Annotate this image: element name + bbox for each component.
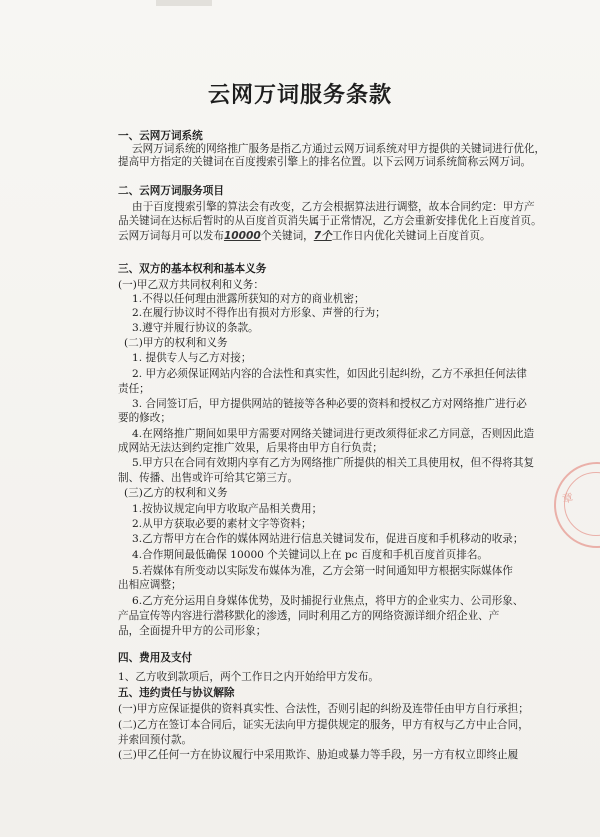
contract-line: 二、云网万词服务项目 [118,185,224,197]
contract-line: 云网万词系统的网络推广服务是指乙方通过云网万词系统对甲方提供的关键词进行优化， [132,143,546,155]
line-text: 工作日内优化关键词上百度首页。 [331,230,491,242]
handwritten-count: 10000 [223,230,261,242]
contract-line: 1. 提供专人与乙方对接； [132,352,252,364]
contract-line: 制、传播、出售或许可给其它第三方。 [118,472,299,484]
red-seal-stamp [554,462,600,548]
contract-line: 产品宣传等内容进行潜移默化的渗透，同时利用乙方的网络资源详细介绍企业、产 [118,610,500,622]
contract-line: 要的修改； [118,412,171,424]
contract-line: 成网站无法达到约定推广效果，后果将由甲方自行负责； [118,442,383,454]
contract-line: 提高甲方指定的关键词在百度搜索引擎上的排名位置。以下云网万词系统简称云网万词。 [118,156,532,168]
handwritten-days: 7个 [313,230,332,242]
document-title: 云网万词服务条款 [207,82,392,108]
contract-line: (三)乙方的权利和义务 [124,487,228,499]
contract-line: (二)乙方在签订本合同后，证实无法向甲方提供规定的服务，甲方有权与乙方中止合同， [118,719,529,731]
contract-line: 4.合作期间最低确保 10000 个关键词以上在 pc 百度和手机百度首页排名。 [132,549,489,561]
contract-line: 1.按协议规定向甲方收取产品相关费用； [132,503,323,515]
contract-line: 5.甲方只在合同有效期内享有乙方为网络推广所提供的相关工具使用权，但不得将其复 [132,457,535,469]
contract-line: 出相应调整； [118,579,182,591]
contract-line [118,230,491,242]
contract-line: 4.在网络推广期间如果甲方需要对网络关键词进行更改须得征求乙方同意，否则因此造 [132,428,535,440]
contract-line: 一、云网万词系统 [118,130,203,142]
contract-line: 由于百度搜索引擎的算法会有改变，乙方会根据算法进行调整，故本合同约定：甲方产 [132,201,535,213]
contract-line: 2. 甲方必须保证网站内容的合法性和真实性，如因此引起纠纷，乙方不承担任何法律 [132,368,527,380]
contract-line: 三、双方的基本权利和基本义务 [118,263,267,275]
line-text: 云网万词每月可以发布 [118,230,224,242]
contract-line: 2.从甲方获取必要的素材文字等资料； [132,518,312,530]
contract-line: (一)甲方应保证提供的资料真实性、合法性，否则引起的纠纷及连带任由甲方自行承担； [118,703,529,715]
contract-line: 1.不得以任何理由泄露所获知的对方的商业机密； [132,293,365,305]
contract-line: 2.在履行协议时不得作出有损对方形象、声誉的行为； [132,307,386,319]
contract-line: 6.乙方充分运用自身媒体优势，及时捕捉行业焦点，将甲方的企业实力、公司形象、 [132,595,524,607]
contract-line: (三)甲乙任何一方在协议履行中采用欺诈、胁迫或暴力等手段，另一方有权立即终止履 [118,749,519,761]
contract-line: 五、违约责任与协议解除 [118,687,235,699]
contract-line: 并索回预付款。 [118,734,193,746]
contract-line: 品，全面提升甲方的公司形象； [118,625,267,637]
contract-line: 3. 合同签订后，甲方提供网站的链接等各种必要的资料和授权乙方对网络推广进行必 [132,398,527,410]
contract-line: 责任； [118,383,150,395]
contract-line: 四、费用及支付 [118,652,193,664]
contract-line: 品关键词在达标后暂时的从百度首页消失属于正常情况，乙方会重新安排优化上百度首页。 [118,215,542,227]
contract-line: 3.遵守并履行协议的条款。 [132,322,259,334]
contract-line: 5.若媒体有所变动以实际发布媒体为准，乙方会第一时间通知甲方根据实际媒体作 [132,565,513,577]
scan-mark [156,0,212,6]
contract-line: (二)甲方的权利和义务 [124,337,228,349]
line-text: 个关键词， [260,230,314,242]
seal-text: 章 [560,490,575,506]
contract-line: 3.乙方帮甲方在合作的媒体网站进行信息关键词发布，促进百度和手机移动的收录； [132,533,524,545]
contract-line: 1、乙方收到款项后，两个工作日之内开始给甲方发布。 [118,671,379,683]
contract-line: (一)甲乙双方共同权利和义务： [118,279,264,291]
